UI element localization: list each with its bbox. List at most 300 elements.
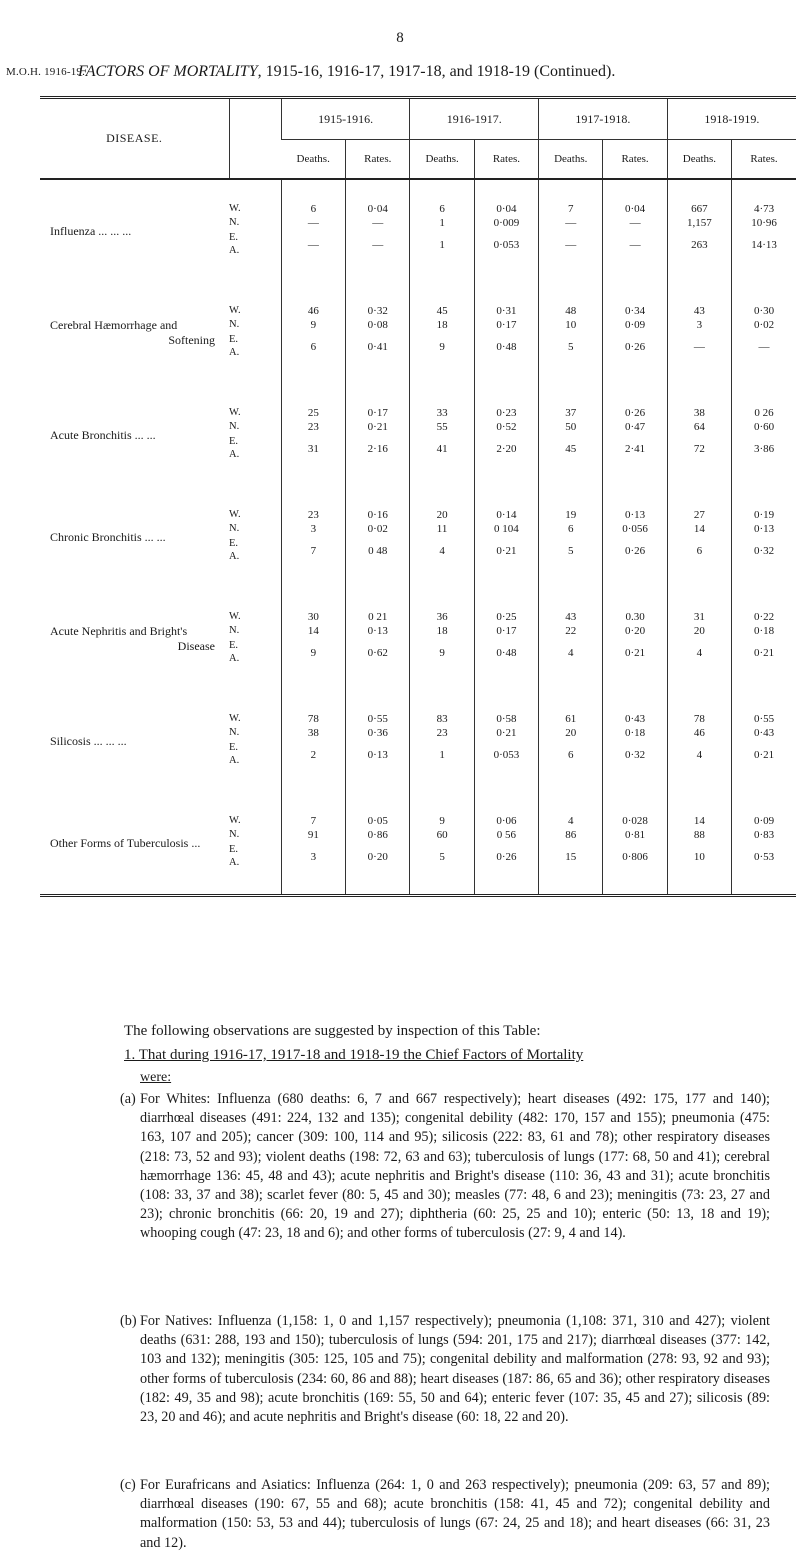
table-value: 0·17 (367, 407, 388, 419)
table-value: 0·21 (496, 727, 517, 739)
table-value: 15 (565, 851, 577, 863)
group-label: N. (229, 522, 240, 534)
table-value: 83 (436, 713, 448, 725)
page-number: 8 (396, 30, 404, 46)
deaths-cell (281, 486, 345, 588)
table-value: 86 (565, 829, 577, 841)
table-value: 5 (439, 851, 445, 863)
rates-cell (474, 588, 538, 690)
year-header: 1918-1919. (667, 98, 796, 140)
table-value: 7 (310, 815, 317, 827)
deaths-cell (539, 690, 603, 792)
table-value: 6 (567, 523, 574, 535)
table-value: 9 (439, 647, 445, 659)
deaths-cell (281, 690, 345, 792)
table-value: 41 (436, 443, 448, 455)
table-value: 0·21 (753, 749, 775, 761)
table-value: 38 (307, 727, 319, 739)
table-value: 0·028 (622, 815, 648, 827)
table-value: 88 (693, 829, 705, 841)
table-value: 4 (696, 749, 703, 761)
disease-name (40, 486, 229, 588)
table-value: 23 (307, 509, 319, 521)
table-value: 0·05 (367, 815, 388, 827)
table-value: 0·053 (493, 239, 520, 251)
table-value: 10 (693, 851, 705, 863)
group-label: E. (229, 435, 239, 447)
deaths-header: Deaths. (539, 140, 603, 180)
table-value: 5 (567, 545, 574, 557)
group-label: E. (229, 231, 239, 243)
table-value: 0·17 (496, 319, 517, 331)
table-value: 50 (565, 421, 577, 433)
table-value: 18 (436, 625, 448, 637)
table-value: 3 (310, 851, 317, 863)
rates-cell (732, 179, 796, 282)
table-value: 0·31 (496, 305, 517, 317)
table-value: 0·20 (367, 851, 388, 863)
rates-cell (732, 792, 796, 896)
table-value: 0·60 (753, 421, 775, 433)
group-label: N. (229, 726, 240, 738)
deaths-cell (667, 588, 731, 690)
table-value: 64 (693, 421, 705, 433)
table-value: 0·22 (753, 611, 775, 623)
table-value: 1,157 (687, 217, 712, 229)
table-value: — (565, 217, 577, 229)
table-value: 3 (696, 319, 703, 331)
table-value: 0 56 (496, 829, 517, 841)
table-value: 20 (693, 625, 705, 637)
table-value: 0·55 (753, 713, 775, 725)
table-value: 22 (565, 625, 577, 637)
table-value: 0·32 (367, 305, 388, 317)
rates-cell (474, 384, 538, 486)
table-value: 33 (436, 407, 448, 419)
table-value: 20 (565, 727, 577, 739)
group-labels (229, 282, 281, 384)
rates-cell (346, 384, 410, 486)
table-value: 0·14 (496, 509, 517, 521)
paragraph-text: For Whites: Influenza (680 deaths: 6, 7 and 667 respectively); heart diseases (492: 175, 177 and 140); diarrhœal diseases (491: 224, 132 and 135); congenital debility (482: 170, 157 and 155); pneumonia (475: 163, 107 and 205); cancer (309: 100, 114 and 95); silicosis (222: 83, 61 and 78); other respiratory diseases (218: 73, 52 and 93); violent deaths (198: 72, 63 and 63); tuberculosis of lungs (177: 68, 50 and 41); cerebral hæmorrhage 136: 45, 48 and 43); acute nephritis and Bright's disease (110: 36, 43 and 31); acute bronchitis (108: 33, 37 and 38); scarlet fever (80: 5, 45 and 30); measles (77: 48, 6 and 23); meningitis (73: 23, 27 and 23); chronic bronchitis (66: 20, 19 and 27); diphtheria (60: 25, 25 and 10); enteric (50: 13, 18 and 19); whooping cough (47: 23, 18 and 6); and other forms of tuberculosis (27: 9, 4 and 14). (140, 1091, 770, 1242)
table-value: — (307, 217, 319, 229)
rates-cell (732, 588, 796, 690)
table-value: 14·13 (751, 239, 777, 251)
table-value: 0·13 (367, 749, 388, 761)
rates-cell (732, 282, 796, 384)
deaths-cell (667, 486, 731, 588)
table-value: 4 (567, 815, 574, 827)
table-value: 0·43 (624, 713, 646, 725)
table-value: 0·04 (367, 203, 388, 215)
paragraph-tag: (b) (120, 1313, 137, 1329)
group-label: A. (229, 346, 240, 358)
table-value: 45 (565, 443, 577, 455)
rates-cell (603, 486, 667, 588)
table-value: 9 (439, 815, 445, 827)
table-value: 38 (693, 407, 705, 419)
table-value: 0·26 (624, 545, 646, 557)
group-label: N. (229, 420, 240, 432)
rates-cell (474, 792, 538, 896)
table-value: 0·34 (624, 305, 646, 317)
table-value: 0·21 (367, 421, 388, 433)
table-value: — (693, 341, 705, 353)
rates-cell (603, 588, 667, 690)
rates-cell (603, 384, 667, 486)
label-header (229, 98, 281, 180)
table-value: — (307, 239, 319, 251)
deaths-header: Deaths. (410, 140, 474, 180)
table-value: 667 (691, 203, 708, 215)
title-rest: , 1915-16, 1916-17, 1917-18, and 1918-19 (Continued). (257, 63, 616, 80)
table-value: 0·47 (624, 421, 646, 433)
table-value: 0·009 (493, 217, 520, 229)
deaths-cell (539, 486, 603, 588)
rates-cell (346, 690, 410, 792)
point-1-text: 1. That during 1916-17, 1917-18 and 1918-19 the Chief Factors of Mortality (124, 1047, 584, 1063)
table-value: 0·04 (496, 203, 517, 215)
deaths-cell (410, 179, 474, 282)
table-value: 31 (307, 443, 319, 455)
paragraph-text: For Eurafricans and Asiatics: Influenza (264: 1, 0 and 263 respectively); pneumonia (209: 63, 57 and 89); diarrhœal diseases (190: 67, 55 and 68); acute bronchitis (158: 41, 45 and 72); congenital debility and malformation (150: 53, 53 and 44); tuberculosis of lungs (67: 24, 25 and 18); and heart diseases (66: 31, 23 and 12). (140, 1477, 770, 1551)
observation-point-1 (124, 1046, 764, 1065)
disease-name-line: Acute Bronchitis ... ... (50, 427, 156, 442)
deaths-header: Deaths. (667, 140, 731, 180)
deaths-cell (539, 792, 603, 896)
table-value: 14 (693, 815, 705, 827)
rates-header: Rates. (732, 140, 796, 180)
group-label: W. (229, 406, 241, 418)
table-value: 0·02 (753, 319, 775, 331)
group-label: N. (229, 318, 240, 330)
title-italic: FACTORS OF MORTALITY (78, 63, 258, 80)
disease-header: DISEASE. (40, 98, 229, 180)
table-value: 55 (436, 421, 448, 433)
table-value: 46 (693, 727, 705, 739)
rates-cell (474, 179, 538, 282)
deaths-cell (539, 282, 603, 384)
table-value: 0·18 (624, 727, 646, 739)
paragraph-natives (120, 1312, 770, 1427)
table-value: 0·17 (496, 625, 517, 637)
group-label: A. (229, 448, 240, 460)
deaths-cell (281, 282, 345, 384)
rates-cell (474, 282, 538, 384)
deaths-cell (539, 384, 603, 486)
rates-header: Rates. (474, 140, 538, 180)
table-value: 72 (693, 443, 705, 455)
table-value: 0·13 (367, 625, 388, 637)
table-value: — (629, 217, 641, 229)
deaths-cell (667, 792, 731, 896)
observation-were: were: (140, 1070, 172, 1085)
table-value: 0·83 (753, 829, 775, 841)
mortality-table (40, 96, 796, 897)
table-value: 43 (693, 305, 705, 317)
table-value: 0·36 (367, 727, 388, 739)
table-value: 3 (310, 523, 317, 535)
rates-cell (732, 384, 796, 486)
table-value: 0 26 (754, 407, 774, 419)
table-value: 2·20 (496, 443, 517, 455)
table-value: 78 (307, 713, 319, 725)
deaths-cell (539, 179, 603, 282)
table-value: 48 (565, 305, 577, 317)
paragraph-tag: (a) (120, 1091, 136, 1107)
deaths-cell (410, 588, 474, 690)
disease-name (40, 179, 229, 282)
group-label: A. (229, 550, 240, 562)
table-value: 6 (696, 545, 703, 557)
table-value: — (372, 217, 384, 229)
rates-cell (346, 792, 410, 896)
table-value: 2 (310, 749, 317, 761)
deaths-cell (410, 384, 474, 486)
table-value: 0·26 (624, 407, 646, 419)
table-value: 7 (567, 203, 574, 215)
disease-name (40, 792, 229, 896)
table-value: 0·09 (624, 319, 646, 331)
rates-cell (603, 792, 667, 896)
deaths-cell (667, 179, 731, 282)
table-value: 0.30 (625, 611, 645, 623)
table-value: 23 (436, 727, 448, 739)
table-value: 4·73 (753, 203, 775, 215)
table-value: 30 (307, 611, 319, 623)
rates-cell (474, 690, 538, 792)
table-value: 0 21 (368, 611, 388, 623)
group-label: E. (229, 639, 239, 651)
table-value: 0·19 (753, 509, 775, 521)
table-value: 0·08 (367, 319, 388, 331)
year-header: 1917-1918. (539, 98, 668, 140)
table-value: 10·96 (751, 217, 777, 229)
group-label: E. (229, 333, 239, 345)
table-value: 0 104 (494, 523, 519, 535)
group-label: N. (229, 624, 240, 636)
table-value: 0 48 (368, 545, 388, 557)
rates-header: Rates. (346, 140, 410, 180)
table-value: 11 (436, 523, 448, 535)
table-value: 0·13 (624, 509, 646, 521)
table-value: 19 (565, 509, 577, 521)
table-value: 0·806 (622, 851, 648, 863)
deaths-cell (281, 384, 345, 486)
rates-cell (732, 690, 796, 792)
deaths-cell (410, 282, 474, 384)
group-labels (229, 486, 281, 588)
table-value: 1 (439, 749, 445, 761)
table-value: 45 (436, 305, 448, 317)
group-labels (229, 384, 281, 486)
disease-name-line: Influenza ... ... ... (50, 223, 132, 238)
table-value: 0·23 (496, 407, 517, 419)
table-value: 46 (307, 305, 319, 317)
disease-name (40, 384, 229, 486)
table-value: 43 (565, 611, 577, 623)
table-value: 18 (436, 319, 448, 331)
group-label: N. (229, 216, 240, 228)
table-value: 6 (439, 203, 445, 215)
group-label: N. (229, 828, 240, 840)
table-value: 23 (307, 421, 319, 433)
table-value: 36 (436, 611, 448, 623)
table-value: — (758, 341, 770, 353)
group-label: A. (229, 856, 240, 868)
table-value: 5 (567, 341, 574, 353)
rates-cell (346, 179, 410, 282)
table-value: 14 (693, 523, 705, 535)
table-value: 0·30 (753, 305, 775, 317)
table-value: 0·48 (496, 647, 517, 659)
rates-cell (603, 282, 667, 384)
group-label: W. (229, 712, 241, 724)
table-value: 0·02 (367, 523, 388, 535)
table-value: 3·86 (753, 443, 775, 455)
group-label: W. (229, 202, 241, 214)
group-label: E. (229, 537, 239, 549)
group-label: W. (229, 508, 241, 520)
table-value: 0·26 (624, 341, 646, 353)
disease-name-line: Other Forms of Tuberculosis ... (50, 835, 201, 850)
table-value: 6 (567, 749, 574, 761)
rates-cell (346, 282, 410, 384)
disease-name-line: Acute Nephritis and Bright's (50, 624, 188, 638)
rates-cell (603, 690, 667, 792)
table-value: 0·52 (496, 421, 517, 433)
table-value: 37 (565, 407, 577, 419)
table-value: — (372, 239, 384, 251)
deaths-header: Deaths. (281, 140, 345, 180)
table-value: 9 (310, 319, 317, 331)
observations-intro: The following observations are suggested by inspection of this Table: (124, 1023, 541, 1039)
table-value: 0·58 (496, 713, 517, 725)
group-label: E. (229, 741, 239, 753)
table-value: 2·41 (624, 443, 646, 455)
table-value: 4 (696, 647, 703, 659)
table-value: 0·55 (367, 713, 388, 725)
paragraph-text: For Natives: Influenza (1,158: 1, 0 and 1,157 respectively); pneumonia (1,108: 371, 310 and 427); violent deaths (631: 288, 193 and 150); tuberculosis of lungs (594: 201, 175 and 217); diarrhœal diseases (377: 142, 103 and 132); meningitis (305: 125, 105 and 75); congenital debility and malformation (278: 93, 92 and 93); other forms of tuberculosis (234: 60, 86 and 88); heart diseases (187: 86, 65 and 36); other respiratory diseases (182: 49, 35 and 98); acute bronchitis (169: 55, 50 and 64); enteric fever (107: 35, 45 and 27); silicosis (89: 23, 20 and 46); and acute nephritis and Bright's disease (60: 18, 22 and 20). (140, 1313, 770, 1426)
table-value: 0·32 (753, 545, 775, 557)
disease-name-line: Disease (177, 639, 215, 653)
table-value: 0·18 (753, 625, 775, 637)
rates-cell (346, 588, 410, 690)
table-value: 25 (307, 407, 319, 419)
disease-name (40, 690, 229, 792)
page-title (78, 63, 615, 81)
deaths-cell (667, 384, 731, 486)
group-label: A. (229, 652, 240, 664)
paragraph-tag: (c) (120, 1477, 136, 1493)
deaths-cell (667, 282, 731, 384)
table-value: 1 (439, 239, 445, 251)
deaths-cell (281, 179, 345, 282)
table-value: 0·81 (624, 829, 646, 841)
table-value: 20 (436, 509, 448, 521)
table-value: 0·20 (624, 625, 646, 637)
table-value: 0·13 (753, 523, 775, 535)
rates-cell (346, 486, 410, 588)
table-value: 263 (691, 239, 708, 251)
table-value: 60 (436, 829, 448, 841)
table-value: 4 (439, 545, 445, 557)
table-value: 0·056 (622, 523, 648, 535)
table-value: 7 (310, 545, 317, 557)
deaths-cell (667, 690, 731, 792)
deaths-cell (410, 690, 474, 792)
table-value: 0·62 (367, 647, 388, 659)
table-value: 31 (693, 611, 705, 623)
table-value: 6 (310, 203, 317, 215)
table-value: 0·86 (367, 829, 388, 841)
table-value: 2·16 (367, 443, 388, 455)
group-label: W. (229, 814, 241, 826)
deaths-cell (410, 486, 474, 588)
group-label: W. (229, 304, 241, 316)
disease-name-line: Cerebral Hæmorrhage and (50, 318, 178, 332)
group-label: W. (229, 610, 241, 622)
rates-cell (474, 486, 538, 588)
group-labels (229, 179, 281, 282)
table-value: 0·053 (493, 749, 520, 761)
year-header: 1915-1916. (281, 98, 410, 140)
disease-name-line: Softening (168, 333, 215, 347)
year-header: 1916-1917. (410, 98, 539, 140)
disease-name-line: Silicosis ... ... ... (50, 733, 127, 748)
table-value: 0·09 (753, 815, 775, 827)
disease-name-line: Chronic Bronchitis ... ... (50, 529, 166, 544)
table-value: 6 (310, 341, 317, 353)
rates-header: Rates. (603, 140, 667, 180)
group-labels (229, 588, 281, 690)
table-value: 91 (307, 829, 319, 841)
table-value: 0·48 (496, 341, 517, 353)
table-value: 0·21 (753, 647, 775, 659)
table-value: 0·26 (496, 851, 517, 863)
table-value: 0·06 (496, 815, 517, 827)
table-value: 0·16 (367, 509, 388, 521)
table-value: 9 (310, 647, 317, 659)
paragraph-eurafricans (120, 1476, 770, 1553)
group-labels (229, 792, 281, 896)
deaths-cell (539, 588, 603, 690)
deaths-cell (410, 792, 474, 896)
rates-cell (732, 486, 796, 588)
disease-name (40, 282, 229, 384)
table-value: 14 (307, 625, 319, 637)
table-value: 0·21 (496, 545, 517, 557)
table-value: 10 (565, 319, 577, 331)
table-value: 0·04 (624, 203, 646, 215)
table-value: 78 (693, 713, 705, 725)
table-value: 0·21 (624, 647, 646, 659)
table-value: 0·25 (496, 611, 517, 623)
table-value: 0·32 (624, 749, 646, 761)
group-label: A. (229, 244, 240, 256)
table-value: — (565, 239, 577, 251)
table-value: — (629, 239, 641, 251)
rates-cell (603, 179, 667, 282)
margin-reference: M.O.H. 1916-19. (6, 66, 86, 78)
table-value: 0·43 (753, 727, 775, 739)
table-value: 61 (565, 713, 577, 725)
group-label: A. (229, 754, 240, 766)
table-value: 0·53 (753, 851, 775, 863)
table-value: 27 (693, 509, 705, 521)
deaths-cell (281, 792, 345, 896)
deaths-cell (281, 588, 345, 690)
